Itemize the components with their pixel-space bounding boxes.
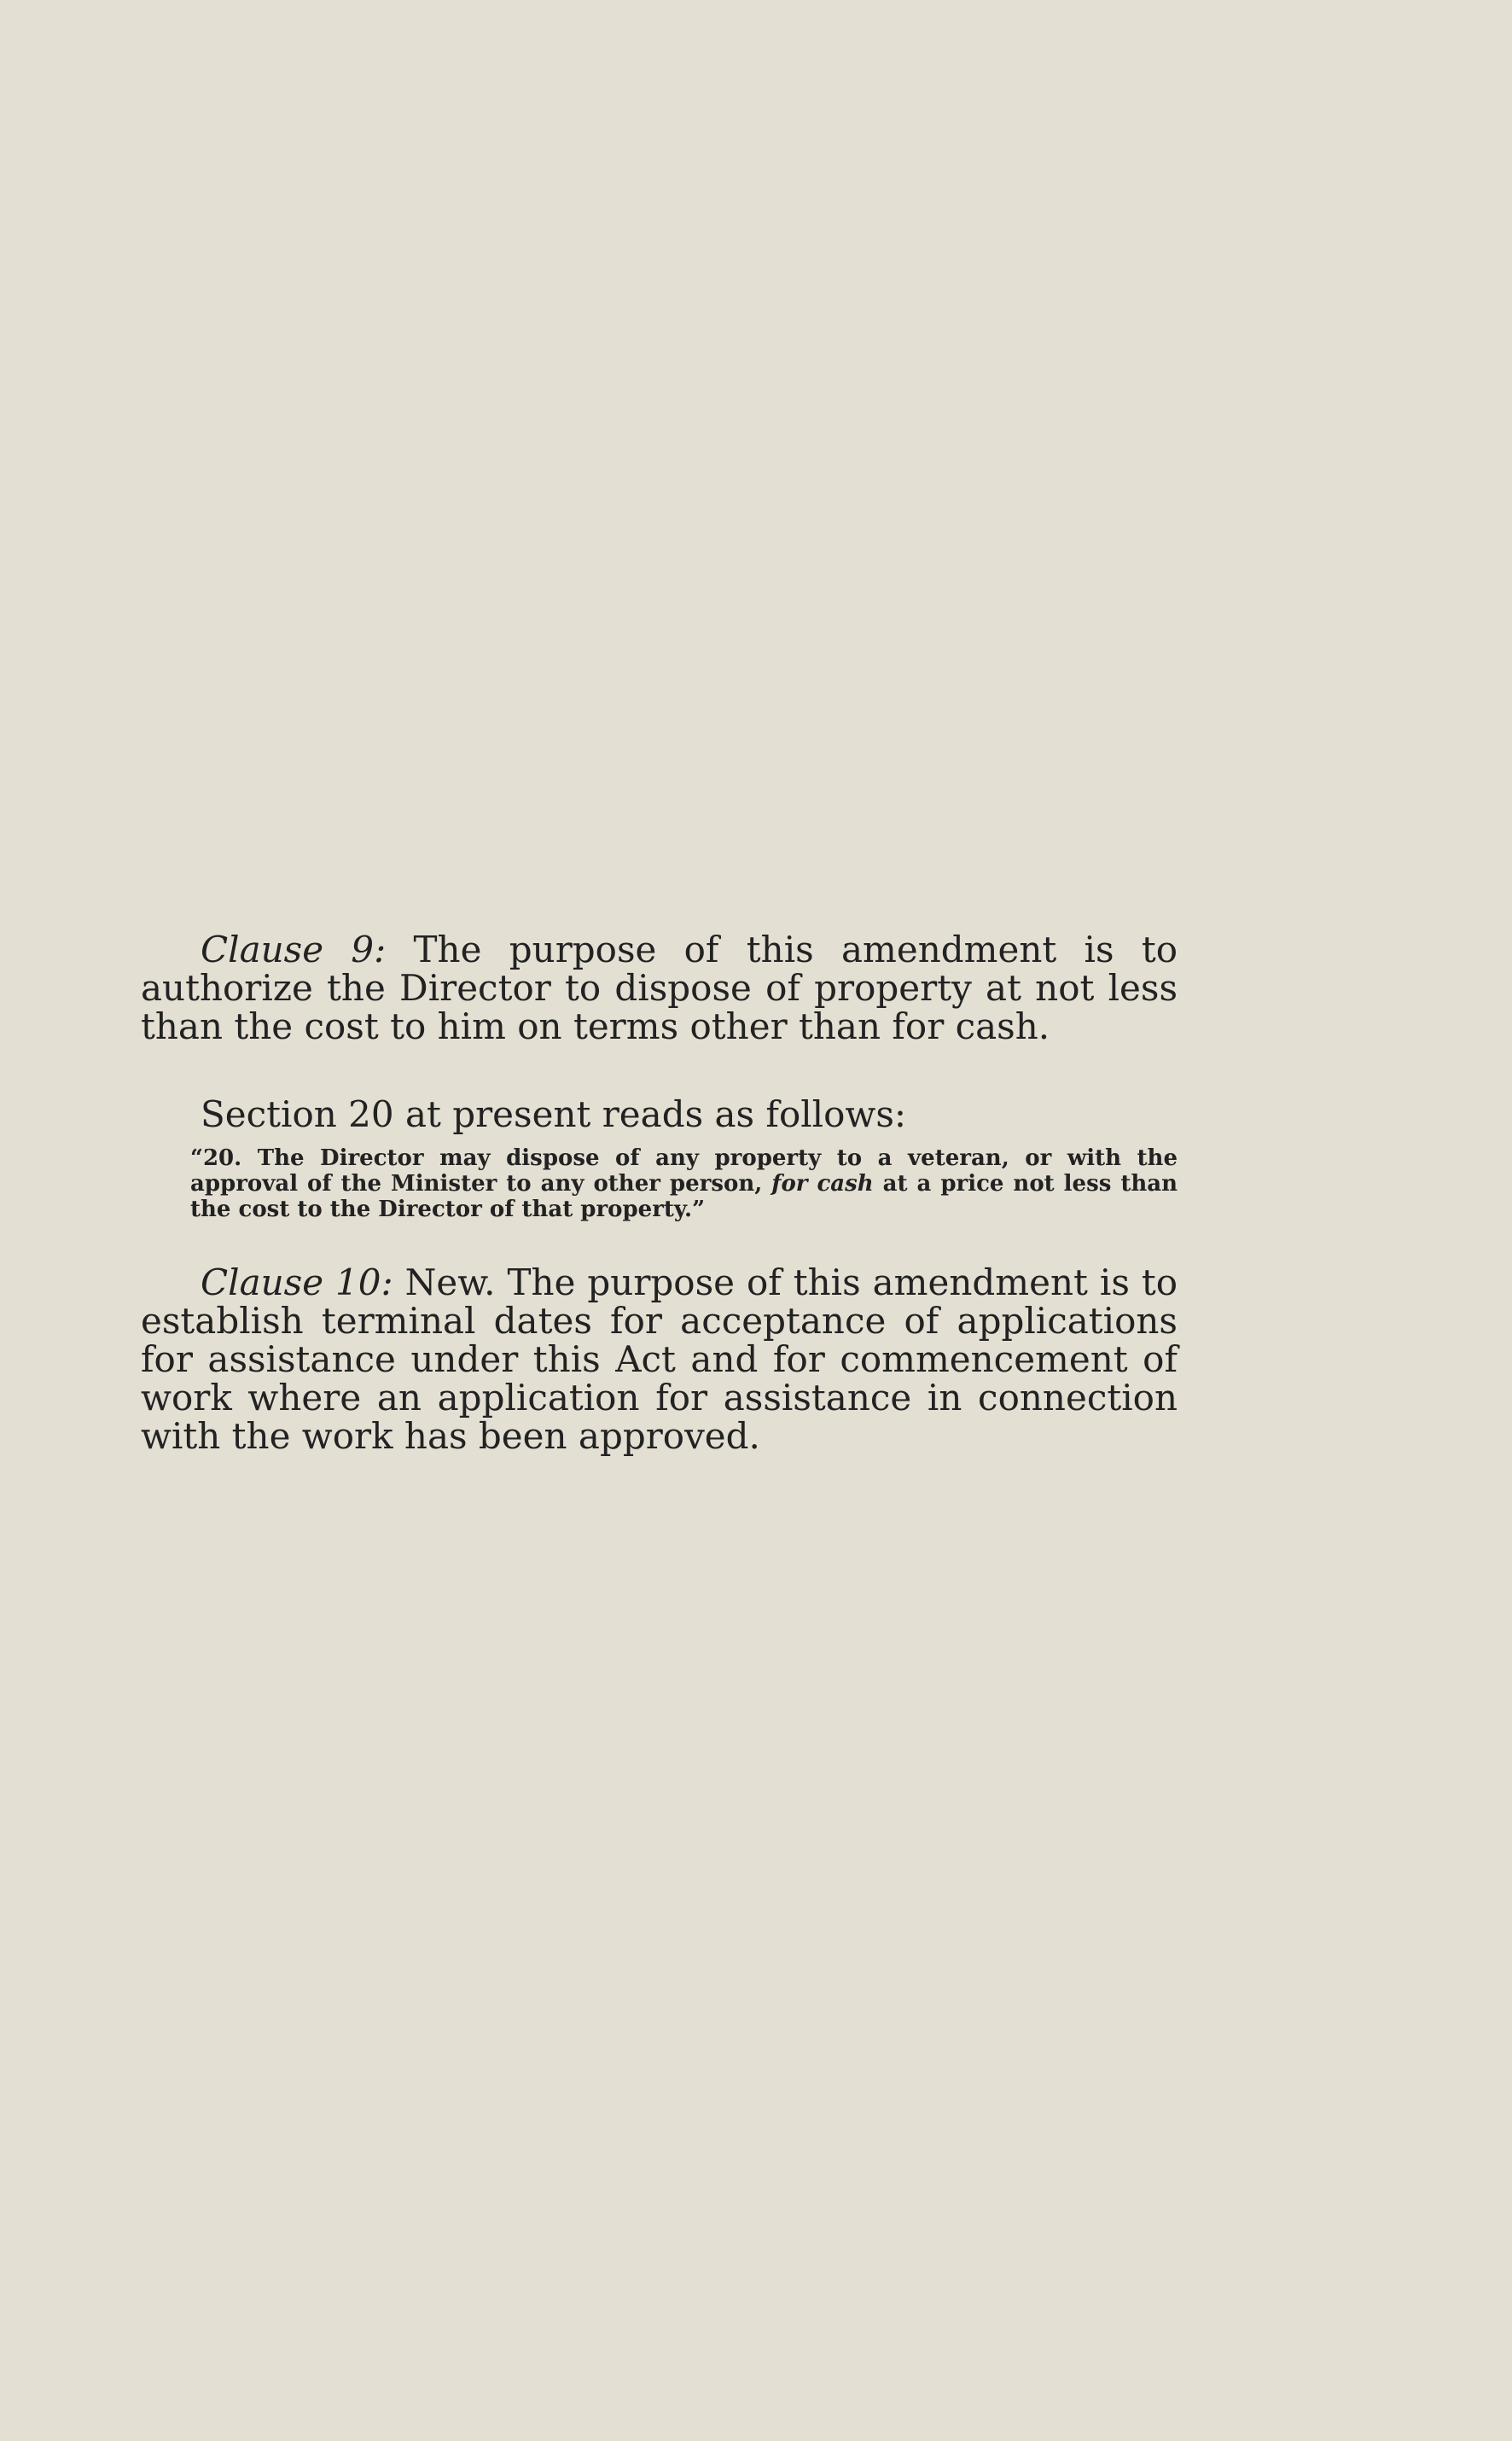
quote-section-number: “20. [190, 1145, 242, 1171]
clause-10-paragraph [141, 1263, 1178, 1455]
quote-italic-text: for cash [771, 1171, 874, 1197]
section-20-heading: Section 20 at present reads as follows: [201, 1093, 907, 1135]
clause-9-paragraph [141, 930, 1178, 1046]
clause-10-text: New. The purpose of this amendment is to establish terminal dates for acceptance of applications for assistance under this Act and for commencement of work where an application for assistance in connection with the work has been approved. [141, 1261, 1178, 1457]
clause-9-text: The purpose of this amendment is to authorize the Director to dispose of property at not less than the cost to him on terms other than for cash. [141, 929, 1178, 1047]
section-20-quote [141, 1145, 1178, 1222]
quote-text-part2: at a price not less than the cost to the Director of that property.” [190, 1171, 1178, 1222]
clause-9-label: Clause 9: [201, 929, 387, 970]
quote-text-part1: The Director may dispose of any property to a veteran, or with the approval of the Minister to any other person, [190, 1145, 1178, 1197]
clause-10-label: Clause 10: [201, 1261, 393, 1303]
